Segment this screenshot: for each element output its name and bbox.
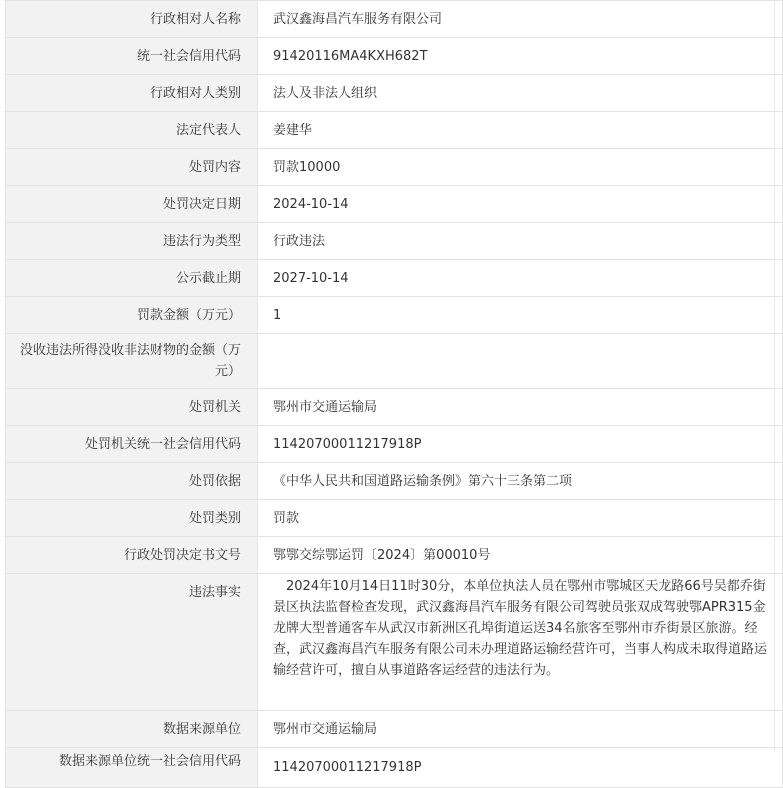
table-row (6, 186, 783, 223)
table-row (6, 426, 783, 463)
field-value-party-type: 法人及非法人组织 (258, 75, 783, 112)
table-row (6, 748, 783, 788)
field-label-credit-code: 统一社会信用代码 (6, 38, 258, 75)
field-label-fine-amount: 罚款金额（万元） (6, 297, 258, 334)
table-row (6, 711, 783, 748)
table-row (6, 1, 783, 38)
page-right-edge (774, 0, 775, 751)
table-row (6, 574, 783, 711)
field-value-penalty-category: 罚款 (258, 500, 783, 537)
table-row (6, 500, 783, 537)
field-value-penalty-content: 罚款10000 (258, 149, 783, 186)
field-label-confiscation-amount: 没收违法所得没收非法财物的金额（万元） (6, 334, 258, 389)
field-value-decision-date: 2024-10-14 (258, 186, 783, 223)
field-value-publicity-deadline: 2027-10-14 (258, 260, 783, 297)
field-label-party-name: 行政相对人名称 (6, 1, 258, 38)
field-label-violation-type: 违法行为类型 (6, 223, 258, 260)
table-row (6, 38, 783, 75)
table-row (6, 75, 783, 112)
field-value-party-name: 武汉鑫海昌汽车服务有限公司 (258, 1, 783, 38)
table-row (6, 260, 783, 297)
field-label-penalty-content: 处罚内容 (6, 149, 258, 186)
field-label-party-type: 行政相对人类别 (6, 75, 258, 112)
field-value-decision-doc-no: 鄂鄂交综鄂运罚〔2024〕第00010号 (258, 537, 783, 574)
field-value-data-source-credit-code: 11420700011217918P (258, 748, 783, 788)
field-value-fine-amount: 1 (258, 297, 783, 334)
table-row (6, 389, 783, 426)
field-label-data-source-credit-code: 数据来源单位统一社会信用代码 (6, 748, 258, 788)
field-label-penalty-authority: 处罚机关 (6, 389, 258, 426)
field-value-violation-facts: 2024年10月14日11时30分，本单位执法人员在鄂州市鄂城区天龙路66号吴都乔街景区执法监督检查发现，武汉鑫海昌汽车服务有限公司驾驶员张双成驾驶鄂APR315金龙牌大型普通客车从武汉市新洲区孔埠街道运送34名旅客至鄂州市乔街景区旅游。经查，武汉鑫海昌汽车服务有限公司未办理道路运输经营许可，当事人构成未取得道路运输经营许可，擅自从事道路客运经营的违法行为。 (258, 574, 783, 711)
table-row (6, 463, 783, 500)
field-label-publicity-deadline: 公示截止期 (6, 260, 258, 297)
field-value-penalty-authority: 鄂州市交通运输局 (258, 389, 783, 426)
field-label-decision-date: 处罚决定日期 (6, 186, 258, 223)
field-value-credit-code: 91420116MA4KXH682T (258, 38, 783, 75)
penalty-record-table (5, 0, 783, 788)
field-label-penalty-basis: 处罚依据 (6, 463, 258, 500)
table-row (6, 537, 783, 574)
field-value-legal-rep: 姜建华 (258, 112, 783, 149)
field-value-violation-type: 行政违法 (258, 223, 783, 260)
field-value-authority-credit-code: 11420700011217918P (258, 426, 783, 463)
field-label-authority-credit-code: 处罚机关统一社会信用代码 (6, 426, 258, 463)
field-label-legal-rep: 法定代表人 (6, 112, 258, 149)
field-label-penalty-category: 处罚类别 (6, 500, 258, 537)
field-value-data-source: 鄂州市交通运输局 (258, 711, 783, 748)
table-row (6, 334, 783, 389)
table-row (6, 297, 783, 334)
field-value-confiscation-amount (258, 334, 783, 389)
field-label-violation-facts: 违法事实 (6, 574, 258, 711)
field-label-decision-doc-no: 行政处罚决定书文号 (6, 537, 258, 574)
table-row (6, 112, 783, 149)
field-label-data-source: 数据来源单位 (6, 711, 258, 748)
table-row (6, 149, 783, 186)
table-row (6, 223, 783, 260)
field-value-penalty-basis: 《中华人民共和国道路运输条例》第六十三条第二项 (258, 463, 783, 500)
